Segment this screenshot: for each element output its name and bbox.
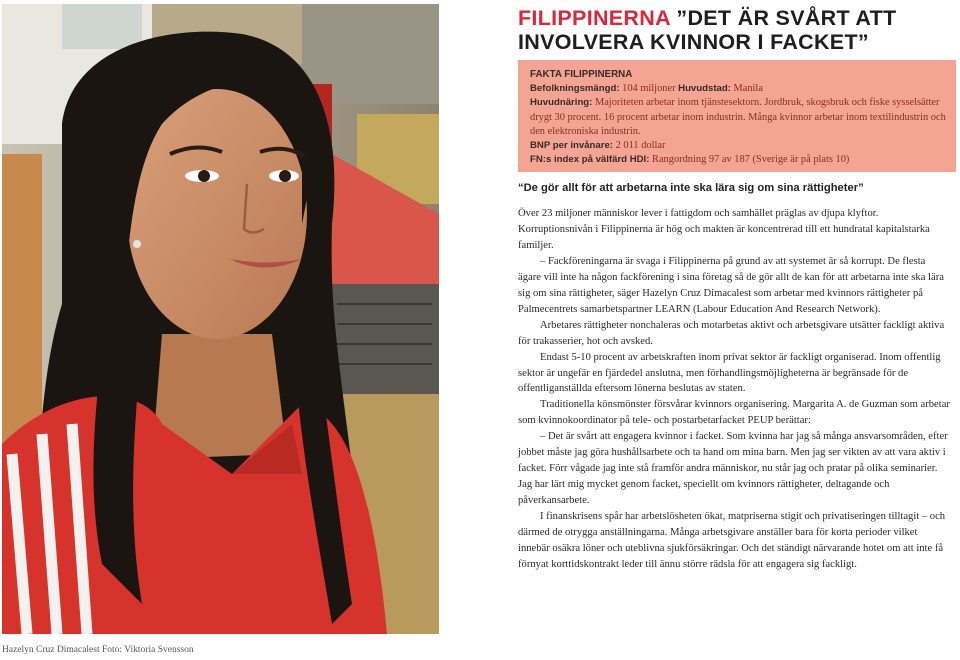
pull-quote: “De gör allt för att arbetarna inte ska lära sig om sina rättigheter” (518, 182, 864, 194)
paragraph: I finanskrisens spår har arbetslösheten ökat, matpriserna stigit och privatiseringen tilltagit – och därmed de otrygga anställningarna. Många arbetsgivare anställer bara för korta perioder vilket innebär osäkra löner och uteblivna sjukförsäkringar. Och det ständigt närvarande hotet om att inte få förnyat korttidskontrakt leder till ännu större rädsla för att engagera sig fackligt. (518, 511, 946, 570)
paragraph: – Fackföreningarna är svaga i Filippinerna på grund av att systemet är så korrupt. De flesta ägare vill inte ha någon fackförening i sina företag så de gör allt de kan för att arbetarna inte ska lära sig om sina rättigheter, säger Hazelyn Cruz Dimacalest som arbetar med kvinnors rättigheter på Palmecentrets samarbetspartner LEARN (Labour Education And Research Network). (518, 255, 944, 315)
facts-box (518, 60, 956, 172)
paragraph: Över 23 miljoner människor lever i fattigdom och samhället präglas av djupa klyftor. Korruptionsnivån i Filippinerna är hög och makten är koncentrerad till ett hundratal kapitalstarka familjer. (518, 208, 930, 251)
paragraph: – Det är svårt att engagera kvinnor i facket. Som kvinna har jag så många ansvarsområden, efter jobbet måste jag göra hushållsarbete och ta hand om mina barn. Men jag ser vikten av att vara aktiv i facket. Förr vågade jag inte stå framför andra människor, nu står jag och pratar på olika seminarier. Jag har lärt mig mycket genom facket, speciellt om kvinnors rättigheter, deltagande och påverkansarbete. (518, 431, 948, 507)
capital-value: Manila (730, 83, 763, 95)
paragraph: Endast 5-10 procent av arbetskraften inom privat sektor är fackligt organiserad. Inom offentlig sektor är ungefär en fjärdedel anslutna, men förhandlingsmöjligheterna är begränsade för de offentliganställda eftersom lönerna beslutas av staten. (518, 351, 941, 395)
capital-label: Huvudstad: (678, 83, 731, 95)
industry-label: Huvudnäring: (530, 97, 593, 109)
article-body (518, 206, 950, 573)
facts-heading: FAKTA FILIPPINERNA (530, 69, 633, 80)
gdp-label: BNP per invånare: (530, 140, 613, 152)
population-label: Befolkningsmängd: (530, 83, 620, 95)
paragraph: Arbetares rättigheter nonchaleras och motarbetas aktivt och arbetsgivare utsätter fackligt aktiva för trakasserier, hot och avsked. (518, 319, 945, 347)
paragraph: Traditionella könsmönster försvårar kvinnors organisering. Margarita A. de Guzman som arbetar som kvinnokoordinator på tele- och postarbetarfacket PEUP berättar: (518, 399, 950, 427)
hdi-label: FN:s index på välfärd HDI: (530, 154, 650, 166)
title-headline: ”DET ÄR SVÅRT ATT INVOLVERA KVINNOR I FACKET” (518, 6, 897, 54)
article-title (518, 6, 948, 54)
photo-caption: Hazelyn Cruz Dimacalest Foto: Viktoria Svensson (2, 645, 194, 655)
portrait-illustration (2, 4, 439, 634)
population-value: 104 miljoner (619, 83, 679, 95)
title-country: FILIPPINERNA (518, 6, 671, 30)
industry-value: Majoriteten arbetar inom tjänstesektorn. Jordbruk, skogsbruk och fiske sysselsätter drygt 30 procent. 16 procent arbetar inom industrin. Många kvinnor arbetar inom textilindustrin och den elektroniska industrin. (530, 97, 946, 137)
portrait-photo (2, 4, 439, 634)
hdi-value: Rangordning 97 av 187 (Sverige är på plats 10) (649, 154, 850, 166)
gdp-value: 2 011 dollar (613, 140, 666, 152)
